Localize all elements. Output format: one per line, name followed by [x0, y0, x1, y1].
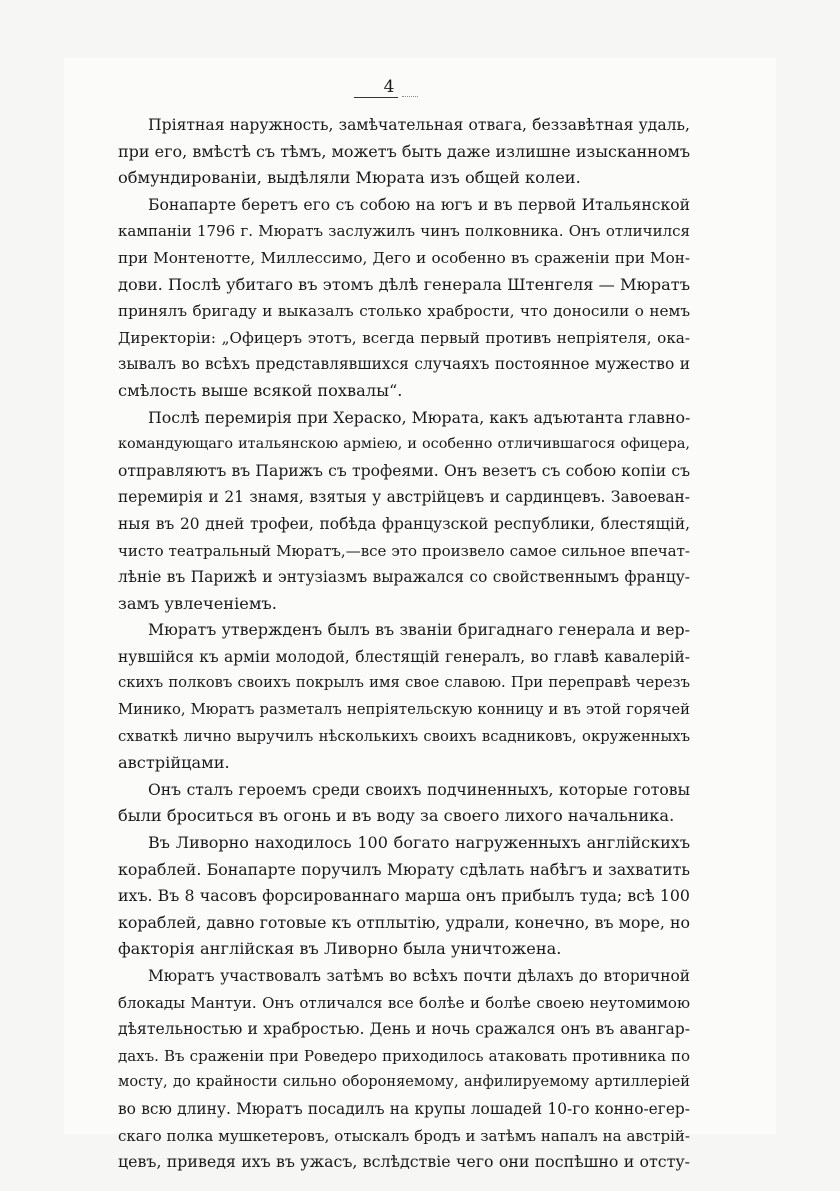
text-line: кампаніи 1796 г. Мюратъ заслужилъ чинъ полковника. Онъ отличился	[118, 222, 690, 241]
text-line: схваткѣ лично выручилъ нѣсколькихъ своихъ всадниковъ, окруженныхъ	[118, 727, 690, 745]
page-number: 4	[383, 77, 395, 97]
text-line: ныя въ 20 дней трофеи, побѣда французской республики, блестящій,	[118, 514, 690, 533]
text-line: Бонапарте беретъ его съ собою на югъ и въ первой Итальянской	[148, 195, 690, 214]
text-line: факторія англійская въ Ливорно была уничтожена.	[118, 939, 562, 959]
text-line: замъ увлеченіемъ.	[118, 593, 277, 613]
text-line: дови. Послѣ убитаго въ этомъ дѣлѣ генерала Штенгеля — Мюратъ	[118, 274, 690, 294]
text-line: блокады Мантуи. Онъ отличался все болѣе и болѣе своею неутомимою	[118, 993, 690, 1012]
text-line: Минико, Мюратъ разметалъ непріятельскую конницу и въ этой горячей	[118, 701, 690, 719]
text-line: кораблей. Бонапарте поручилъ Мюрату сдѣлать набѣгъ и захватить	[118, 859, 690, 879]
text-line: Директоріи: „Офицеръ этотъ, всегда первый противъ непріятеля, ока-	[118, 328, 690, 347]
text-line: были броситься въ огонь и въ воду за своего лихого начальника.	[118, 806, 675, 826]
text-line: австрійцами.	[118, 753, 230, 773]
text-line: принялъ бригаду и выказалъ столько храбрости, что доносили о немъ	[118, 302, 690, 321]
text-line: командующаго итальянскою арміею, и особенно отличившагося офицера,	[118, 436, 690, 453]
text-line: Въ Ливорно находилось 100 богато нагруженныхъ англійскихъ	[148, 833, 690, 853]
text-line: скихъ полковъ своихъ покрылъ имя свое славою. При переправѣ черезъ	[118, 674, 690, 692]
text-line: Мюратъ утвержденъ былъ въ званіи бригаднаго генерала и вер-	[148, 620, 690, 640]
text-line: зывалъ во всѣхъ представлявшихся случаяхъ постоянное мужество и	[118, 355, 690, 374]
text-line: во всю длину. Мюратъ посадилъ на крупы лошадей 10-го конно-егер-	[118, 1099, 690, 1118]
text-line: при Монтенотте, Миллессимо, Дего и особенно въ сраженіи при Мон-	[118, 248, 690, 267]
text-line: цевъ, приведя ихъ въ ужасъ, вслѣдствіе чего они поспѣшно и отсту-	[118, 1152, 690, 1172]
text-line: дахъ. Въ сраженіи при Роведеро приходилось атаковать противника по	[118, 1046, 690, 1065]
text-line: чисто театральный Мюратъ,—все это произвело самое сильное впечат-	[118, 541, 690, 560]
text-line: кораблей, давно готовые къ отплытію, удрали, конечно, въ море, но	[118, 912, 690, 932]
header-rule	[354, 97, 398, 98]
text-line: ихъ. Въ 8 часовъ форсированнаго марша онъ прибылъ туда; всѣ 100	[118, 886, 690, 906]
text-line: мосту, до крайности сильно обороняемому, анфилируемому артиллеріей	[118, 1073, 690, 1091]
text-line: перемирія и 21 знамя, взятыя у австрійцевъ и сардинцевъ. Завоеван-	[118, 488, 690, 507]
text-line: отправляютъ въ Парижъ съ трофеями. Онъ везетъ съ собою копіи съ	[118, 461, 690, 480]
text-line: Послѣ перемирія при Хераско, Мюрата, какъ адъютанта главно-	[148, 407, 690, 427]
text-line: Пріятная наружность, замѣчательная отвага, беззавѣтная удаль,	[148, 116, 690, 134]
text-line: при его, вмѣстѣ съ тѣмъ, можетъ быть даже излишне изысканномъ	[118, 141, 690, 161]
body-text	[118, 112, 690, 1176]
header-rule-dots	[402, 96, 418, 99]
text-line: обмундированіи, выдѣляли Мюрата изъ общей колеи.	[118, 168, 581, 188]
text-line: дѣятельностью и храбростью. День и ночь сражался онъ въ авангар-	[118, 1020, 690, 1039]
text-line: лѣніе въ Парижѣ и энтузіазмъ выражался со свойственнымъ францу-	[118, 568, 690, 587]
text-line: Мюратъ участвовалъ затѣмъ во всѣхъ почти дѣлахъ до вторичной	[148, 967, 690, 985]
text-line: смѣлость выше всякой похвалы“.	[118, 380, 403, 400]
text-line: нувшійся къ арміи молодой, блестящій генералъ, во главѣ кавалерій-	[118, 647, 690, 666]
text-line: Онъ сталъ героемъ среди своихъ подчиненныхъ, которые готовы	[148, 780, 690, 799]
text-line: скаго полка мушкетеровъ, отыскалъ бродъ и затѣмъ напалъ на австрій-	[118, 1126, 690, 1145]
